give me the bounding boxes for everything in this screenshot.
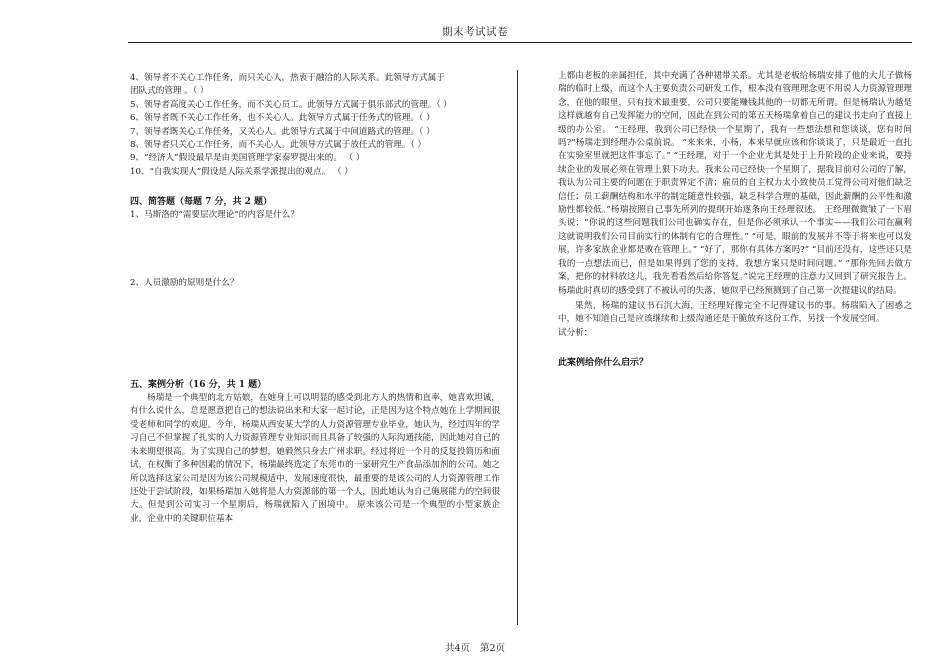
judge-question-9: 9、“经济人”假设最早是由美国管理学家泰罗提出来的。 （ ） (130, 153, 365, 164)
case-paragraph-2: 上都由老板的亲属担任，其中充满了各种裙带关系。尤其是老板给杨瑞安排了他的大儿子做杨瑞的临时上级，而这个人主要负责公司研发工作，根本没有管理理念更不用说人力资源管理理念，在他的眼里，只有技术最重要，公司只要能赚钱其他的一切都无所谓。但是杨瑞认为越是这样就越有自己发挥能力的空间，因此在到公司的第五天杨瑞拿着自己的建议书走向了直接上级的办公室。 “王经理，我到公司已经快一个星期了，我有一些想法想和您谈谈，您有时间吗?”杨瑞走到经理办公桌前说。 “来来来，小杨，本来早就应该和你谈谈了，只是最近一直扎在实验室里就把这件事忘了。” “王经理，对于一个企业尤其是处于上升阶段的企业来说，要持续企业的发展必须在管理上狠下功夫。我来公司已经快一个星期了，据我目前对公司的了解，我认为公司主要的问题在于职责界定不清；雇员的自主权力太小致使员工觉得公司对他们缺乏信任；员工薪酬结构和水平的制定随意性较强，缺乏科学合理的基础，因此薪酬的公平性和激励性都较低。”杨瑞按照自己事先所列的提纲开始逐条向王经理叙述。 王经理微微皱了一下眉头说：“你说的这些问题我们公司也确实存在，但是你必须承认一个事实——我们公司在赢利这就说明我们公司目前实行的体制有它的合理性。” “可是，眼前的发展并不等于将来也可以发展，许多家族企业都是败在管理上。” “好了，那你有具体方案吗?” “目前还没有，这些还只是我的一点想法而已，但是如果得到了您的支持，我想方案只是时间问题。” “那你先回去做方案，把你的材料放这儿，我先看看然后给你答复。”说完王经理的注意力又回到了研究报告上。 杨瑞此时真切的感受到了不被认可的失落，她似乎已经预测到了自己第一次提建议的结局。 (558, 71, 912, 296)
case-question: 此案例给你什么启示？ (558, 358, 649, 369)
judge-question-8: 8、领导者只关心工作任务，而不关心人。此领导方式属于放任式的管理。（ ） (130, 140, 427, 151)
page-header-title: 期末考试试卷 (442, 26, 508, 38)
short-answer-heading: 四、简答题（每题 7 分，共 2 题） (130, 197, 273, 208)
column-divider (517, 70, 518, 625)
short-answer-question-2: 2、人员激励的原则是什么？ (130, 277, 239, 288)
answer-space (130, 223, 500, 277)
current-page: 第2页 (480, 643, 506, 654)
total-pages: 共4页 (444, 643, 470, 654)
case-paragraph-3: 果然，杨瑞的建议书石沉大海，王经理好像完全不记得建议书的事。杨瑞陷入了困惑之中，她不知道自己是应该继续和上级沟通还是干脆放弃这份工作，另找一个发展空间。 (558, 300, 912, 325)
right-column (558, 70, 912, 370)
header-rule (128, 42, 912, 43)
judge-question-7: 7、领导者既关心工作任务，又关心人。此领导方式属于中间道路式的管理。（ ） (130, 126, 435, 137)
judge-question-4-line-1: 4、领导者不关心工作任务，而只关心人，热衷于融洽的人际关系。此领导方式属于 (130, 73, 445, 83)
spacer (130, 179, 500, 195)
case-analysis-heading: 五、案例分析（16 分，共 1 题） (130, 380, 267, 391)
judge-question-10: 10、“自我实现人”假设是人际关系学派提出的观点。 （ ） (130, 166, 353, 177)
case-paragraph-1: 杨瑞是一个典型的北方姑娘，在她身上可以明显的感受到北方人的热情和直率，她喜欢坦诚，有什么说什么，总是愿意把自己的想法说出来和大家一起讨论，正是因为这个特点她在上学期间很受老师和同学的欢迎。今年，杨瑞从西安某大学的人力资源管理专业毕业，她认为，经过四年的学习自己不但掌握了扎实的人力资源管理专业知识而且具备了较强的人际沟通技能，因此她对自己的未来期望很高。为了实现自己的梦想，她毅然只身去广州求职。经过将近一个月的反复投简历和面试，在权衡了多种因素的情况下，杨瑞最终选定了东莞市的一家研究生产食品添加剂的公司。她之所以选择这家公司是因为该公司规模适中，发展速度很快，最重要的是该公司的人力资源管理工作还处于尝试阶段，如果杨瑞加入她将是人力资源部的第一个人，因此她认为自己施展能力的空间很大。但是到公司实习一个星期后，杨瑞就陷入了困境中。 原来该公司是一个典型的小型家族企业，企业中的关键职位基本 (130, 393, 500, 524)
judge-question-6: 6、领导者既不关心工作任务，也不关心人。此领导方式属于任务式的管理。（ ） (130, 113, 435, 124)
short-answer-question-1: 1、马斯洛的“需要层次理论”的内容是什么？ (130, 210, 299, 221)
analysis-label: 试分析： (558, 327, 593, 338)
spacer (558, 340, 912, 356)
judge-question-4-line-2: 团队式的管理 。（ ） (130, 86, 209, 97)
answer-space (130, 290, 500, 378)
left-column (130, 72, 500, 526)
judge-question-5: 5、领导者高度关心工作任务，而不关心员工。此领导方式属于俱乐部式的管理。（ ） (130, 99, 452, 110)
page-footer (0, 640, 950, 654)
